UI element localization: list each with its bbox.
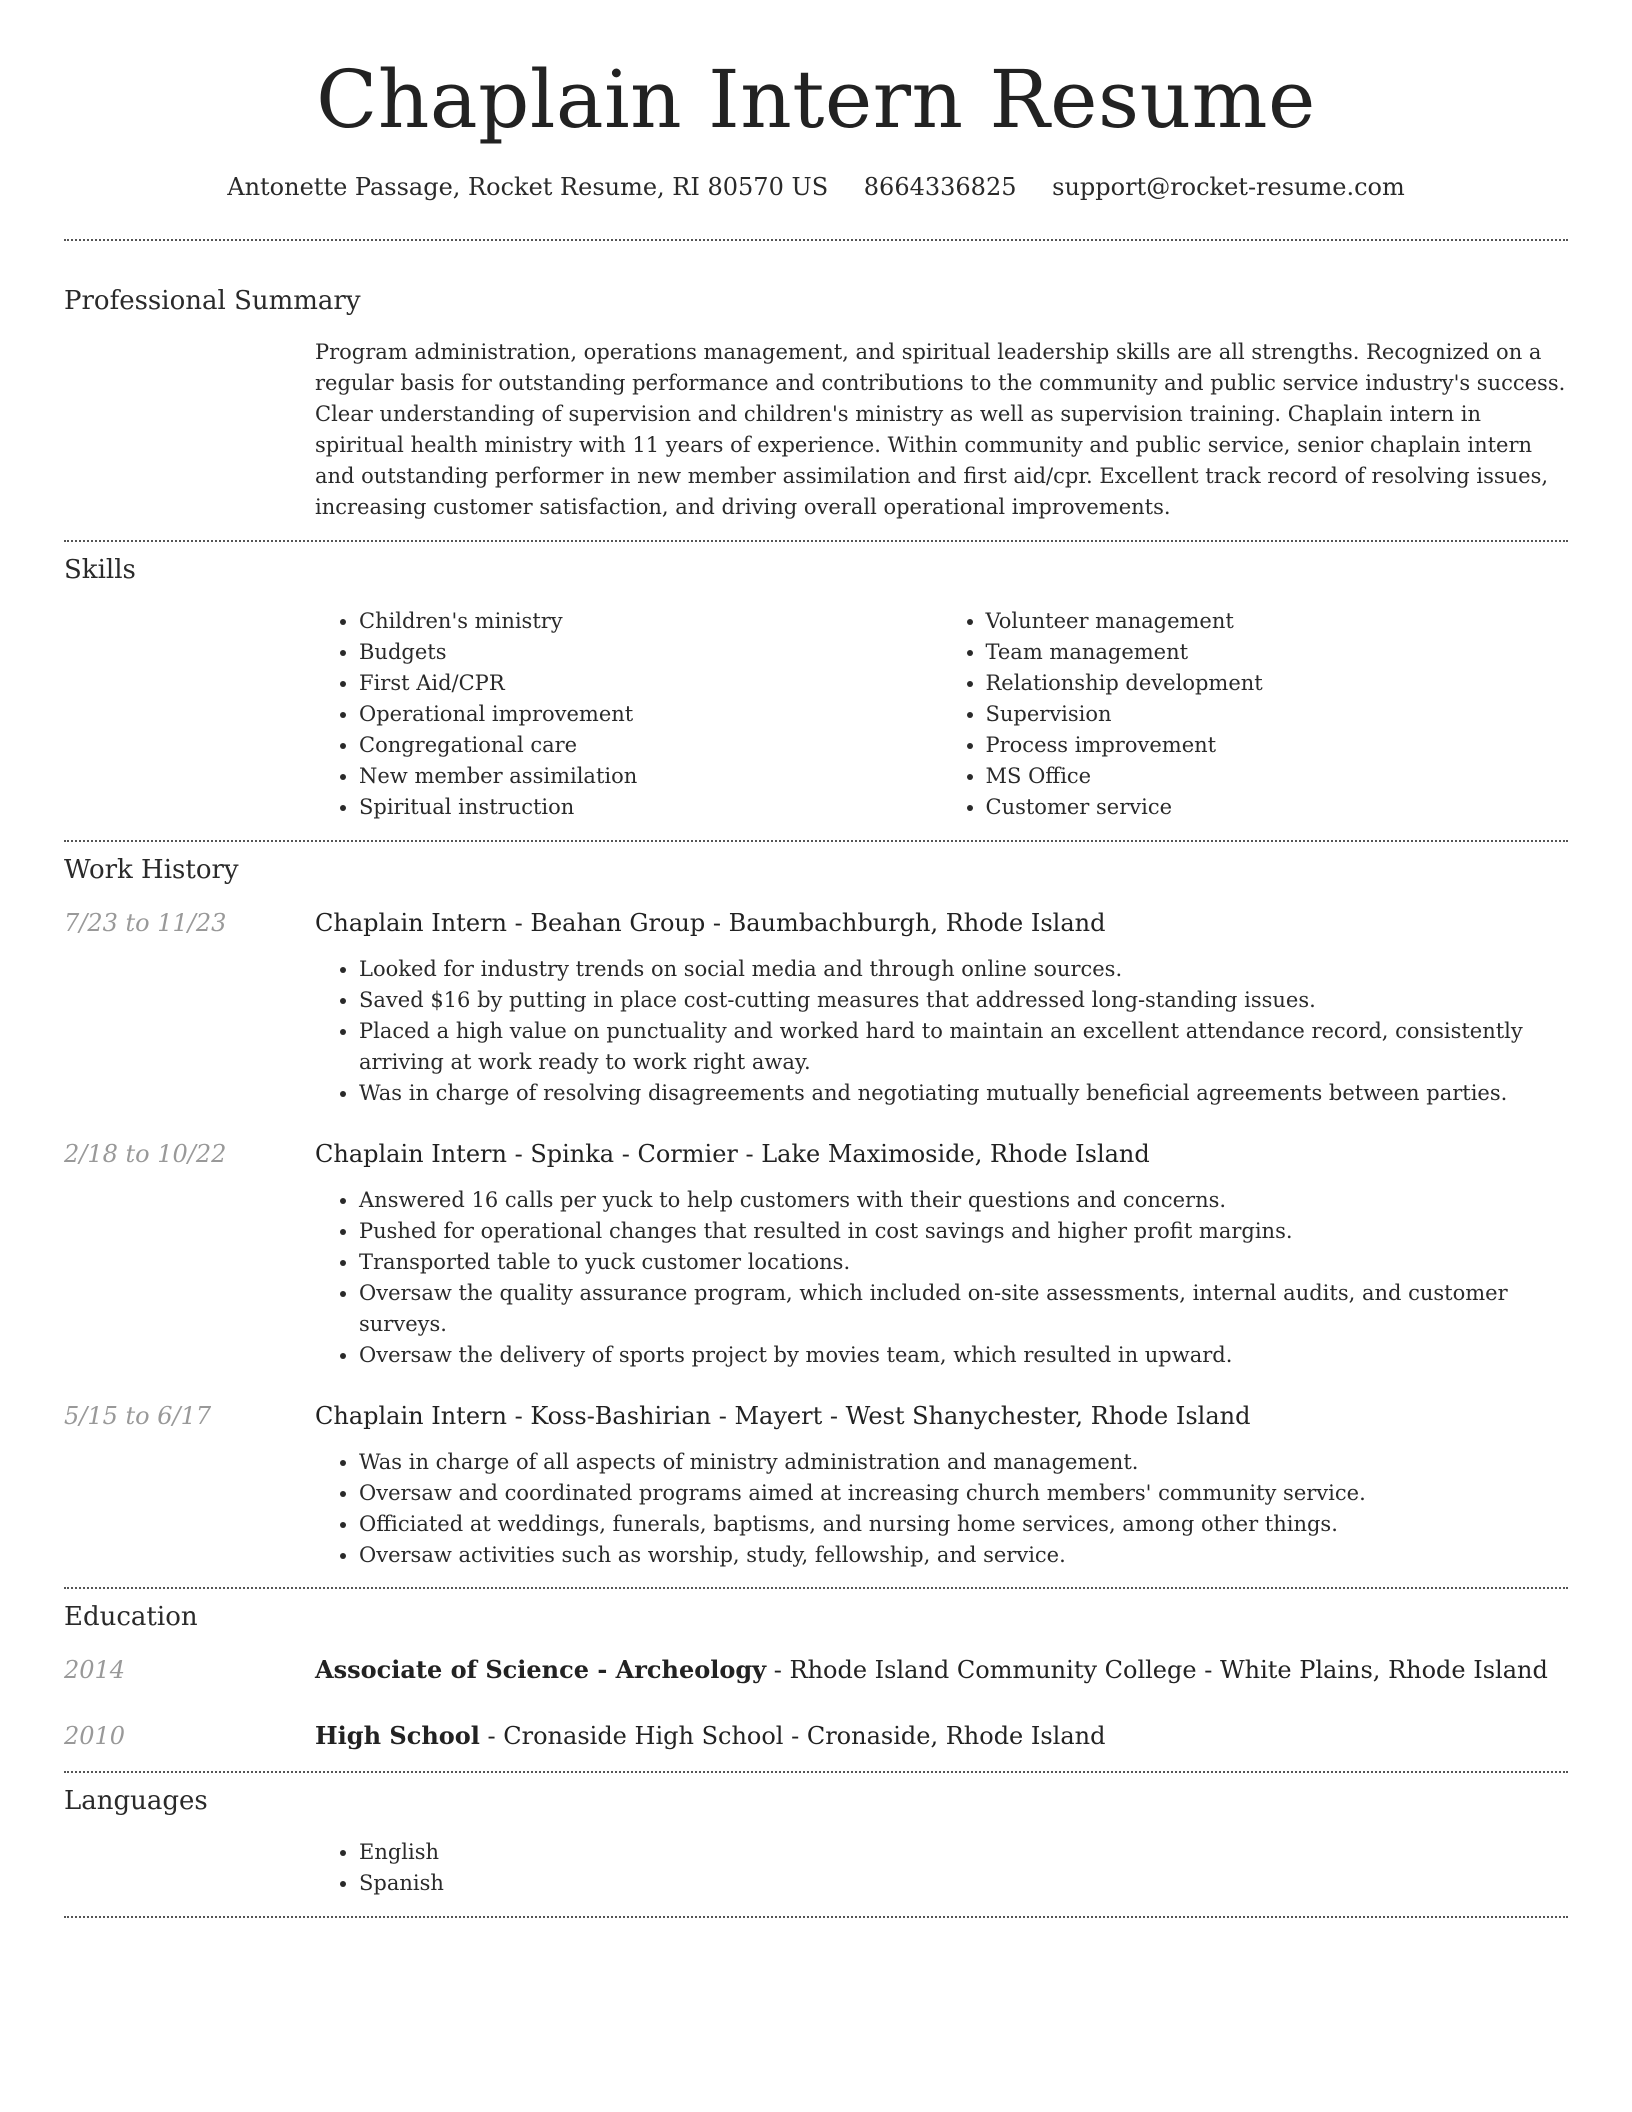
education-entry — [64, 1653, 1568, 1687]
job-bullet: • Oversaw the quality assurance program, which included on-site assessments, internal audits, and customer surveys. — [359, 1278, 1568, 1340]
job-body — [315, 1399, 1568, 1571]
job-title: Chaplain Intern - Beahan Group - Baumbachburgh, Rhode Island — [315, 909, 1106, 937]
skill-item: • Volunteer management — [986, 606, 1569, 637]
skills-list-left — [315, 606, 942, 823]
job-list — [64, 906, 1568, 1571]
job-date: 5/15 to 6/17 — [64, 1402, 212, 1430]
skill-item: • Team management — [986, 637, 1569, 668]
skill-item: • Congregational care — [359, 730, 942, 761]
job-bullet: • Oversaw and coordinated programs aimed at increasing church members' community service. — [359, 1478, 1568, 1509]
job-bullet: • Oversaw activities such as worship, study, fellowship, and service. — [359, 1540, 1568, 1571]
education-list — [64, 1653, 1568, 1753]
job-entry — [64, 1399, 1568, 1571]
skills-heading: Skills — [64, 555, 136, 585]
job-date: 7/23 to 11/23 — [64, 909, 227, 937]
summary-section — [64, 241, 1568, 523]
job-bullet: • Was in charge of all aspects of ministry administration and management. — [359, 1447, 1568, 1478]
job-bullet: • Oversaw the delivery of sports project by movies team, which resulted in upward. — [359, 1340, 1568, 1371]
job-entry — [64, 906, 1568, 1109]
education-body — [315, 1719, 1568, 1753]
job-date: 2/18 to 10/22 — [64, 1140, 227, 1168]
education-degree: Associate of Science - Archeology — [315, 1655, 767, 1684]
skill-item: • New member assimilation — [359, 761, 942, 792]
skill-item: • Customer service — [986, 792, 1569, 823]
education-title — [315, 1719, 1568, 1753]
language-item: • Spanish — [359, 1868, 1568, 1899]
email: support@rocket-resume.com — [1052, 173, 1405, 201]
education-heading: Education — [64, 1602, 198, 1632]
address: Antonette Passage, Rocket Resume, RI 80570 US — [227, 173, 829, 201]
education-school: - Rhode Island Community College - White Plains, Rhode Island — [766, 1656, 1548, 1684]
skills-list-right — [942, 606, 1569, 823]
job-bullet: • Placed a high value on punctuality and worked hard to maintain an excellent attendance record, consistently arriving at work ready to work right away. — [359, 1016, 1568, 1078]
education-entry — [64, 1719, 1568, 1753]
skill-item: • Relationship development — [986, 668, 1569, 699]
education-section — [64, 1589, 1568, 1753]
divider — [64, 1916, 1568, 1918]
phone: 8664336825 — [863, 173, 1017, 201]
education-date: 2014 — [64, 1656, 126, 1684]
resume-page — [64, 0, 1568, 1918]
languages-heading: Languages — [64, 1786, 208, 1816]
job-entry — [64, 1137, 1568, 1371]
work-section — [64, 842, 1568, 1571]
skill-item: • Budgets — [359, 637, 942, 668]
job-title: Chaplain Intern - Koss-Bashirian - Mayert - West Shanychester, Rhode Island — [315, 1402, 1251, 1430]
skill-item: • Children's ministry — [359, 606, 942, 637]
education-title — [315, 1653, 1568, 1687]
summary-heading: Professional Summary — [64, 286, 361, 316]
resume-title: Chaplain Intern Resume — [316, 53, 1316, 146]
skill-item: • First Aid/CPR — [359, 668, 942, 699]
skills-section — [64, 542, 1568, 823]
job-bullets — [315, 1185, 1568, 1371]
education-school: - Cronaside High School - Cronaside, Rhode Island — [479, 1722, 1106, 1750]
summary-text: Program administration, operations management, and spiritual leadership skills are all strengths. Recognized on a regular basis for outstanding performance and contributions to the community and public service industry's success. Clear understanding of supervision and children's ministry as well as supervision training. Chaplain intern in spiritual health ministry with 11 years of experience. Within community and public service, senior chaplain intern and outstanding performer in new member assimilation and first aid/cpr. Excellent track record of resolving issues, increasing customer satisfaction, and driving overall operational improvements. — [315, 340, 1566, 519]
job-bullet: • Officiated at weddings, funerals, baptisms, and nursing home services, among other things. — [359, 1509, 1568, 1540]
skill-item: • Operational improvement — [359, 699, 942, 730]
education-degree: High School — [315, 1721, 480, 1750]
skill-item: • Supervision — [986, 699, 1569, 730]
job-body — [315, 906, 1568, 1109]
job-bullet: • Saved $16 by putting in place cost-cutting measures that addressed long-standing issues. — [359, 985, 1568, 1016]
languages-section — [64, 1773, 1568, 1899]
job-bullet: • Looked for industry trends on social media and through online sources. — [359, 954, 1568, 985]
job-title: Chaplain Intern - Spinka - Cormier - Lake Maximoside, Rhode Island — [315, 1140, 1150, 1168]
education-body — [315, 1653, 1568, 1687]
job-bullet: • Transported table to yuck customer locations. — [359, 1247, 1568, 1278]
job-bullet: • Pushed for operational changes that resulted in cost savings and higher profit margins. — [359, 1216, 1568, 1247]
education-date: 2010 — [64, 1722, 126, 1750]
job-bullets — [315, 1447, 1568, 1571]
skill-item: • MS Office — [986, 761, 1569, 792]
contact-line — [64, 170, 1568, 204]
work-heading: Work History — [64, 855, 239, 885]
languages-list — [315, 1837, 1568, 1899]
skill-item: • Process improvement — [986, 730, 1569, 761]
skill-item: • Spiritual instruction — [359, 792, 942, 823]
job-bullet: • Was in charge of resolving disagreements and negotiating mutually beneficial agreements between parties. — [359, 1078, 1568, 1109]
job-bullets — [315, 954, 1568, 1109]
job-body — [315, 1137, 1568, 1371]
job-bullet: • Answered 16 calls per yuck to help customers with their questions and concerns. — [359, 1185, 1568, 1216]
language-item: • English — [359, 1837, 1568, 1868]
